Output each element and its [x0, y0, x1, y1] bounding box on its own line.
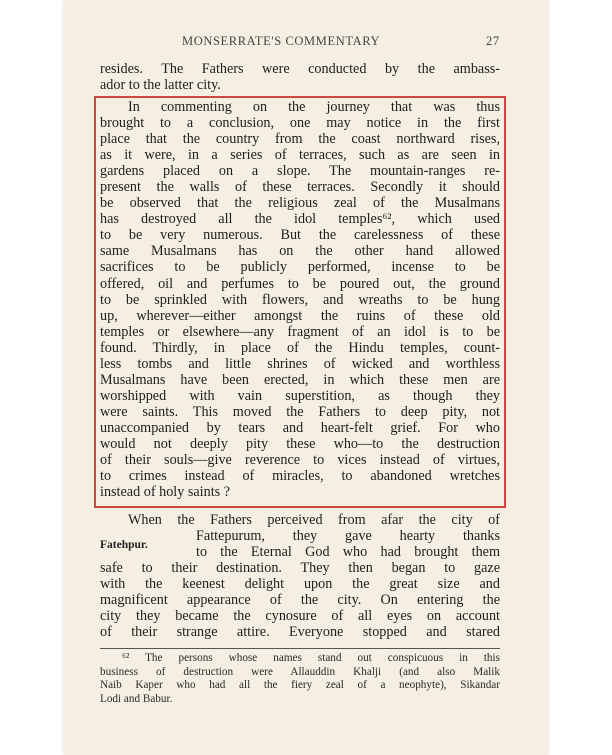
paragraph-bottom [100, 512, 500, 640]
text-line: When the Fathers perceived from afar the city of [128, 512, 500, 528]
text-line: as it were, in a series of terraces, such as are seen in [100, 147, 500, 164]
text-line: safe to their destination. They then began to gaze [100, 560, 500, 577]
text-line: with the keenest delight upon the great size and [100, 576, 500, 593]
text-line: In commenting on the journey that was thus [128, 99, 500, 115]
text-line: resides. The Fathers were conducted by the ambass- [100, 61, 500, 77]
book-page [64, 0, 548, 755]
text-line: found. Thirdly, in place of the Hindu temples, count- [100, 339, 500, 356]
page-number: 27 [486, 34, 500, 48]
text-line: to crimes instead of miracles, to abandoned wretches [100, 468, 500, 485]
text-line: to be very numerous. But the carelessness of these [100, 227, 500, 244]
text-line: to be sprinkled with flowers, and wreaths to be hung [100, 291, 500, 308]
footnote-line: business of destruction were Allauddin Khalji (and also Malik [100, 665, 500, 678]
text-line: sacrifices to be publicly performed, incense to be [100, 259, 500, 276]
text-line: Fattepurum, they gave hearty thanks [196, 528, 500, 545]
text-line: to the Eternal God who had brought them [196, 544, 500, 561]
running-title: MONSERRATE'S COMMENTARY [182, 34, 381, 48]
text-line: magnificent appearance of the city. On entering the [100, 592, 500, 609]
text-line: unaccompanied by tears and heart-felt grief. For who [100, 419, 500, 436]
paragraph-top [100, 61, 500, 93]
text-line: place that the country from the coast northward rises, [100, 131, 500, 148]
text-line: up, wherever—either amongst the ruins of these old [100, 307, 500, 324]
text-line: be observed that the religious zeal of the Musalmans [100, 195, 500, 212]
margin-note: Fatehpur. [100, 539, 148, 551]
footnote-line: ⁶² The persons whose names stand out conspicuous in this [122, 652, 500, 664]
text-line: has destroyed all the idol temples⁶², which used [100, 211, 500, 228]
text-line: would not deeply pity these who—to the destruction [100, 435, 500, 452]
text-line: were saints. This moved the Fathers to deep pity, not [100, 403, 500, 420]
text-line: gardens placed on a slope. The mountain-ranges re- [100, 163, 500, 180]
text-line: present the walls of these terraces. Secondly it should [100, 179, 500, 196]
footnote-line: Lodi and Babur. [100, 692, 173, 705]
text-line: less tombs and little shrines of wicked and worthless [100, 355, 500, 372]
text-line: Musalmans have been erected, in which these men are [100, 371, 500, 388]
text-line: same Musalmans has on the other hand allowed [100, 243, 500, 260]
text-line: brought to a conclusion, one may notice in the first [100, 115, 500, 132]
text-line: worshipped with vain superstition, as though they [100, 387, 500, 404]
text-line: city they became the cynosure of all eyes on account [100, 608, 500, 625]
footnote [100, 652, 500, 706]
text-line: of their strange attire. Everyone stopped and stared [100, 624, 500, 641]
text-line: temples or elsewhere—any fragment of an idol is to be [100, 323, 500, 340]
highlighted-paragraph [100, 99, 500, 500]
footnote-line: Naib Kaper who had all the fiery zeal of a neophyte), Sikandar [100, 679, 500, 692]
text-line: ador to the latter city. [100, 77, 221, 94]
text-line: of their souls—give reverence to vices instead of virtues, [100, 452, 500, 469]
text-line: instead of holy saints ? [100, 484, 231, 501]
footnote-rule [100, 648, 500, 649]
text-line: offered, oil and perfumes to be poured out, the ground [100, 275, 500, 292]
